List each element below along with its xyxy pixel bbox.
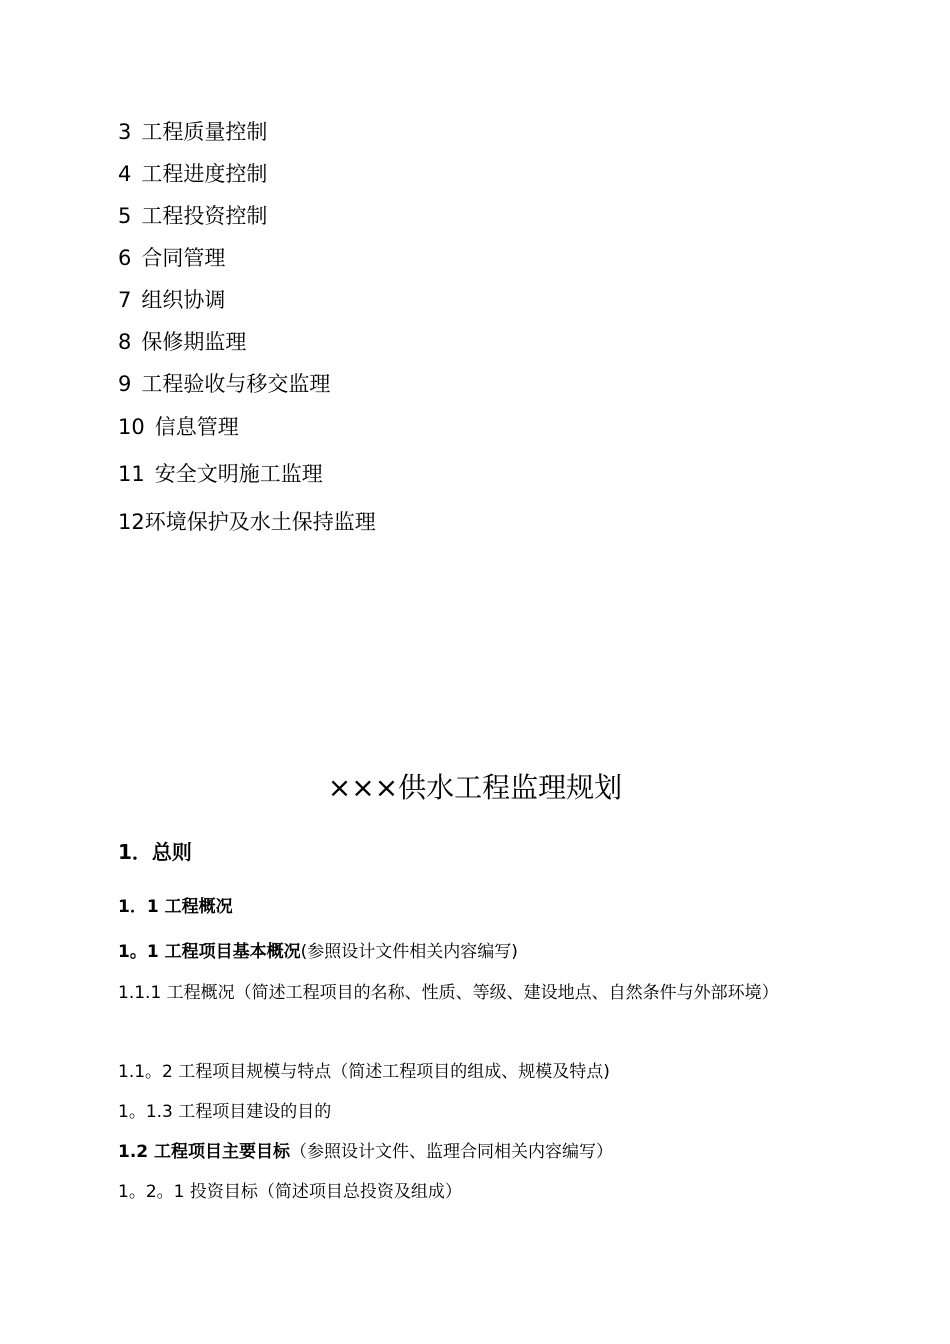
paragraph-bold-lead: 1.2 工程项目主要目标 — [118, 1142, 291, 1162]
toc-item-7 — [118, 286, 225, 314]
document-title: ×××供水工程监理规划 — [327, 771, 623, 804]
toc-item-4 — [118, 160, 267, 188]
paragraph-construction-purpose: 1。1.3 工程项目建设的目的 — [118, 1102, 332, 1122]
toc-item-6 — [118, 244, 225, 272]
toc-label: 工程质量控制 — [141, 120, 268, 144]
toc-label: 合同管理 — [141, 246, 226, 270]
toc-item-8 — [118, 328, 246, 356]
toc-number: 9 — [118, 372, 132, 396]
toc-number: 5 — [118, 204, 132, 228]
toc-label: 工程进度控制 — [141, 162, 268, 186]
toc-label: 安全文明施工监理 — [154, 462, 323, 486]
toc-number: 8 — [118, 330, 132, 354]
toc-number: 4 — [118, 162, 132, 186]
toc-label: 工程验收与移交监理 — [141, 372, 331, 396]
paragraph-bold-lead: 1。1 工程项目基本概况 — [118, 942, 301, 962]
toc-item-3 — [118, 118, 267, 146]
paragraph-text: （参照设计文件、监理合同相关内容编写） — [290, 1142, 614, 1162]
toc-label: 保修期监理 — [141, 330, 247, 354]
toc-number: 11 — [118, 462, 145, 486]
toc-label: 信息管理 — [154, 415, 239, 439]
toc-number: 10 — [118, 415, 145, 439]
toc-item-5 — [118, 202, 267, 230]
toc-label: 组织协调 — [141, 288, 226, 312]
paragraph-scale-features: 1.1。2 工程项目规模与特点（简述工程项目的组成、规模及特点) — [118, 1062, 610, 1082]
paragraph-project-overview — [118, 940, 838, 964]
paragraph-main-objectives — [118, 1140, 838, 1164]
paragraph-investment-target: 1。2。1 投资目标（简述项目总投资及组成） — [118, 1182, 462, 1202]
toc-number: 6 — [118, 246, 132, 270]
toc-item-12 — [118, 508, 376, 536]
subsection-heading: 1．1 工程概况 — [118, 897, 233, 917]
section-heading: 1．总则 — [118, 840, 192, 864]
toc-number: 12 — [118, 510, 145, 534]
toc-item-9 — [118, 370, 330, 398]
toc-label: 环境保护及水土保持监理 — [144, 510, 376, 534]
toc-number: 7 — [118, 288, 132, 312]
toc-number: 3 — [118, 120, 132, 144]
toc-item-10 — [118, 413, 239, 441]
toc-item-11 — [118, 460, 323, 488]
paragraph-text: (参照设计文件相关内容编写) — [300, 942, 518, 962]
toc-label: 工程投资控制 — [141, 204, 268, 228]
paragraph-engineering-overview: 1.1.1 工程概况（简述工程项目的名称、性质、等级、建设地点、自然条件与外部环境） — [118, 983, 779, 1003]
